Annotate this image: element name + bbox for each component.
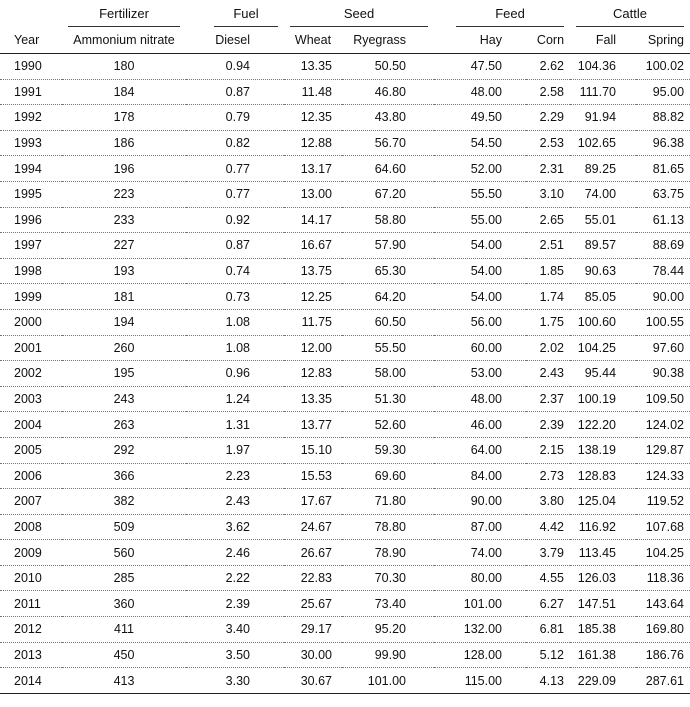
group-fertilizer: Fertilizer <box>62 0 186 30</box>
cell-corn: 6.81 <box>526 617 570 643</box>
cell-corn: 2.65 <box>526 207 570 233</box>
cell-year: 1999 <box>0 284 62 310</box>
cell-ammonium-nitrate: 413 <box>62 668 186 694</box>
cell-fall: 85.05 <box>570 284 636 310</box>
cell-corn: 1.74 <box>526 284 570 310</box>
cell-spring: 186.76 <box>636 642 690 668</box>
cell-spring: 88.82 <box>636 105 690 131</box>
cell-year: 2007 <box>0 489 62 515</box>
cell-wheat: 29.17 <box>284 617 342 643</box>
cell-hay: 132.00 <box>434 617 526 643</box>
cell-fall: 102.65 <box>570 130 636 156</box>
cell-ammonium-nitrate: 178 <box>62 105 186 131</box>
cell-wheat: 13.00 <box>284 181 342 207</box>
cell-ammonium-nitrate: 260 <box>62 335 186 361</box>
cell-spring: 61.13 <box>636 207 690 233</box>
table-row <box>0 668 690 694</box>
cell-corn: 2.15 <box>526 437 570 463</box>
cell-corn: 2.37 <box>526 386 570 412</box>
cell-ryegrass: 95.20 <box>342 617 434 643</box>
cell-ammonium-nitrate: 360 <box>62 591 186 617</box>
cell-diesel: 0.79 <box>186 105 284 131</box>
cell-fall: 74.00 <box>570 181 636 207</box>
table-row <box>0 642 690 668</box>
cell-year: 1995 <box>0 181 62 207</box>
cell-ammonium-nitrate: 292 <box>62 437 186 463</box>
cell-diesel: 2.23 <box>186 463 284 489</box>
cell-year: 2005 <box>0 437 62 463</box>
table-row <box>0 412 690 438</box>
col-year: Year <box>0 30 62 54</box>
cell-wheat: 13.35 <box>284 386 342 412</box>
cell-year: 2009 <box>0 540 62 566</box>
table-row <box>0 489 690 515</box>
table-row <box>0 233 690 259</box>
cell-hay: 54.00 <box>434 233 526 259</box>
cell-diesel: 3.50 <box>186 642 284 668</box>
col-spring: Spring <box>636 30 690 54</box>
cell-corn: 3.79 <box>526 540 570 566</box>
cell-hay: 60.00 <box>434 335 526 361</box>
cell-year: 2011 <box>0 591 62 617</box>
cell-corn: 1.85 <box>526 258 570 284</box>
cell-hay: 48.00 <box>434 79 526 105</box>
cell-diesel: 0.96 <box>186 361 284 387</box>
cell-corn: 3.80 <box>526 489 570 515</box>
cell-corn: 2.29 <box>526 105 570 131</box>
cell-fall: 104.25 <box>570 335 636 361</box>
table-row <box>0 591 690 617</box>
table-row <box>0 258 690 284</box>
table-row <box>0 361 690 387</box>
cell-ryegrass: 101.00 <box>342 668 434 694</box>
cell-hay: 49.50 <box>434 105 526 131</box>
cell-ryegrass: 55.50 <box>342 335 434 361</box>
table-row <box>0 335 690 361</box>
cell-ammonium-nitrate: 450 <box>62 642 186 668</box>
cell-corn: 2.43 <box>526 361 570 387</box>
cell-year: 1990 <box>0 54 62 80</box>
cell-diesel: 1.31 <box>186 412 284 438</box>
cell-ryegrass: 60.50 <box>342 309 434 335</box>
cell-hay: 48.00 <box>434 386 526 412</box>
cell-fall: 90.63 <box>570 258 636 284</box>
cell-spring: 81.65 <box>636 156 690 182</box>
cell-spring: 63.75 <box>636 181 690 207</box>
cell-hay: 54.00 <box>434 258 526 284</box>
cell-fall: 138.19 <box>570 437 636 463</box>
cell-hay: 84.00 <box>434 463 526 489</box>
table-row <box>0 514 690 540</box>
cell-fall: 116.92 <box>570 514 636 540</box>
cell-wheat: 12.25 <box>284 284 342 310</box>
cell-fall: 126.03 <box>570 565 636 591</box>
cell-fall: 229.09 <box>570 668 636 694</box>
cell-spring: 109.50 <box>636 386 690 412</box>
cell-fall: 161.38 <box>570 642 636 668</box>
table-row <box>0 463 690 489</box>
cell-ryegrass: 58.80 <box>342 207 434 233</box>
cell-ammonium-nitrate: 382 <box>62 489 186 515</box>
cell-ammonium-nitrate: 196 <box>62 156 186 182</box>
cell-hay: 53.00 <box>434 361 526 387</box>
cell-diesel: 1.08 <box>186 309 284 335</box>
cell-spring: 100.02 <box>636 54 690 80</box>
cell-spring: 90.00 <box>636 284 690 310</box>
cell-ryegrass: 78.80 <box>342 514 434 540</box>
cell-wheat: 11.75 <box>284 309 342 335</box>
cell-spring: 96.38 <box>636 130 690 156</box>
cell-fall: 89.57 <box>570 233 636 259</box>
table-body <box>0 54 690 694</box>
cell-wheat: 15.53 <box>284 463 342 489</box>
cell-spring: 107.68 <box>636 514 690 540</box>
col-diesel: Diesel <box>186 30 284 54</box>
cell-fall: 185.38 <box>570 617 636 643</box>
cell-spring: 143.64 <box>636 591 690 617</box>
cell-corn: 5.12 <box>526 642 570 668</box>
cell-hay: 90.00 <box>434 489 526 515</box>
cell-ammonium-nitrate: 243 <box>62 386 186 412</box>
cell-ammonium-nitrate: 285 <box>62 565 186 591</box>
cell-ryegrass: 52.60 <box>342 412 434 438</box>
table-row <box>0 79 690 105</box>
cell-ryegrass: 67.20 <box>342 181 434 207</box>
cell-corn: 2.62 <box>526 54 570 80</box>
cell-diesel: 1.24 <box>186 386 284 412</box>
cell-wheat: 13.75 <box>284 258 342 284</box>
cell-ammonium-nitrate: 194 <box>62 309 186 335</box>
cell-ryegrass: 51.30 <box>342 386 434 412</box>
cell-spring: 169.80 <box>636 617 690 643</box>
cell-hay: 74.00 <box>434 540 526 566</box>
cell-ryegrass: 56.70 <box>342 130 434 156</box>
cell-year: 2004 <box>0 412 62 438</box>
cell-wheat: 24.67 <box>284 514 342 540</box>
cell-corn: 2.73 <box>526 463 570 489</box>
cell-fall: 104.36 <box>570 54 636 80</box>
table-row <box>0 156 690 182</box>
cell-fall: 100.19 <box>570 386 636 412</box>
cell-ryegrass: 43.80 <box>342 105 434 131</box>
cell-hay: 52.00 <box>434 156 526 182</box>
cell-ryegrass: 65.30 <box>342 258 434 284</box>
cell-year: 2006 <box>0 463 62 489</box>
cell-corn: 2.58 <box>526 79 570 105</box>
cell-diesel: 0.77 <box>186 181 284 207</box>
cell-ammonium-nitrate: 366 <box>62 463 186 489</box>
cell-year: 1997 <box>0 233 62 259</box>
cell-wheat: 12.83 <box>284 361 342 387</box>
col-hay: Hay <box>434 30 526 54</box>
cell-diesel: 3.62 <box>186 514 284 540</box>
cell-fall: 113.45 <box>570 540 636 566</box>
col-wheat: Wheat <box>284 30 342 54</box>
cell-ryegrass: 59.30 <box>342 437 434 463</box>
table-row <box>0 617 690 643</box>
cell-hay: 46.00 <box>434 412 526 438</box>
cell-spring: 104.25 <box>636 540 690 566</box>
cell-spring: 88.69 <box>636 233 690 259</box>
cell-hay: 54.50 <box>434 130 526 156</box>
cell-wheat: 30.67 <box>284 668 342 694</box>
cell-fall: 95.44 <box>570 361 636 387</box>
cell-spring: 124.33 <box>636 463 690 489</box>
cell-ryegrass: 71.80 <box>342 489 434 515</box>
cell-ammonium-nitrate: 509 <box>62 514 186 540</box>
cell-diesel: 1.97 <box>186 437 284 463</box>
cell-corn: 6.27 <box>526 591 570 617</box>
cell-ryegrass: 50.50 <box>342 54 434 80</box>
cell-wheat: 12.00 <box>284 335 342 361</box>
cell-ammonium-nitrate: 180 <box>62 54 186 80</box>
cell-fall: 111.70 <box>570 79 636 105</box>
cell-corn: 4.42 <box>526 514 570 540</box>
cell-year: 2002 <box>0 361 62 387</box>
cell-wheat: 22.83 <box>284 565 342 591</box>
cell-spring: 78.44 <box>636 258 690 284</box>
cell-ammonium-nitrate: 181 <box>62 284 186 310</box>
col-ammonium-nitrate: Ammonium nitrate <box>62 30 186 54</box>
cell-diesel: 0.94 <box>186 54 284 80</box>
cell-hay: 56.00 <box>434 309 526 335</box>
cell-diesel: 2.39 <box>186 591 284 617</box>
table-row <box>0 437 690 463</box>
table-row <box>0 181 690 207</box>
cell-ammonium-nitrate: 223 <box>62 181 186 207</box>
cell-wheat: 13.77 <box>284 412 342 438</box>
cell-year: 2000 <box>0 309 62 335</box>
cell-ammonium-nitrate: 195 <box>62 361 186 387</box>
cell-year: 2012 <box>0 617 62 643</box>
cell-hay: 47.50 <box>434 54 526 80</box>
cell-corn: 2.31 <box>526 156 570 182</box>
col-fall: Fall <box>570 30 636 54</box>
cell-spring: 95.00 <box>636 79 690 105</box>
cell-ammonium-nitrate: 184 <box>62 79 186 105</box>
cell-fall: 125.04 <box>570 489 636 515</box>
cell-wheat: 12.35 <box>284 105 342 131</box>
cell-year: 1992 <box>0 105 62 131</box>
cell-diesel: 0.87 <box>186 79 284 105</box>
table-row <box>0 130 690 156</box>
cell-spring: 100.55 <box>636 309 690 335</box>
cell-spring: 124.02 <box>636 412 690 438</box>
cell-ryegrass: 64.60 <box>342 156 434 182</box>
cell-year: 1993 <box>0 130 62 156</box>
cell-year: 2001 <box>0 335 62 361</box>
cell-wheat: 16.67 <box>284 233 342 259</box>
cell-diesel: 3.40 <box>186 617 284 643</box>
cell-wheat: 15.10 <box>284 437 342 463</box>
cell-ammonium-nitrate: 227 <box>62 233 186 259</box>
table-row <box>0 105 690 131</box>
cell-spring: 90.38 <box>636 361 690 387</box>
cell-year: 1991 <box>0 79 62 105</box>
cell-diesel: 2.43 <box>186 489 284 515</box>
cell-hay: 80.00 <box>434 565 526 591</box>
cell-ammonium-nitrate: 186 <box>62 130 186 156</box>
cell-hay: 54.00 <box>434 284 526 310</box>
cell-ammonium-nitrate: 233 <box>62 207 186 233</box>
cell-ryegrass: 57.90 <box>342 233 434 259</box>
group-cattle: Cattle <box>570 0 690 30</box>
cell-ryegrass: 69.60 <box>342 463 434 489</box>
cell-hay: 55.00 <box>434 207 526 233</box>
cell-diesel: 2.22 <box>186 565 284 591</box>
cell-year: 2008 <box>0 514 62 540</box>
cell-year: 2014 <box>0 668 62 694</box>
cell-wheat: 25.67 <box>284 591 342 617</box>
cell-year: 1998 <box>0 258 62 284</box>
cell-fall: 100.60 <box>570 309 636 335</box>
cell-wheat: 13.17 <box>284 156 342 182</box>
cell-diesel: 0.77 <box>186 156 284 182</box>
table-row <box>0 386 690 412</box>
cell-year: 1994 <box>0 156 62 182</box>
cell-ammonium-nitrate: 263 <box>62 412 186 438</box>
cell-year: 1996 <box>0 207 62 233</box>
cell-corn: 2.53 <box>526 130 570 156</box>
table-row <box>0 565 690 591</box>
cell-ammonium-nitrate: 193 <box>62 258 186 284</box>
cell-diesel: 2.46 <box>186 540 284 566</box>
cell-spring: 119.52 <box>636 489 690 515</box>
cell-wheat: 17.67 <box>284 489 342 515</box>
cell-hay: 115.00 <box>434 668 526 694</box>
cell-ryegrass: 78.90 <box>342 540 434 566</box>
cell-wheat: 13.35 <box>284 54 342 80</box>
cell-hay: 101.00 <box>434 591 526 617</box>
cell-corn: 2.39 <box>526 412 570 438</box>
col-corn: Corn <box>526 30 570 54</box>
cell-hay: 128.00 <box>434 642 526 668</box>
cell-diesel: 3.30 <box>186 668 284 694</box>
group-seed: Seed <box>284 0 434 30</box>
cell-ammonium-nitrate: 560 <box>62 540 186 566</box>
cell-diesel: 0.73 <box>186 284 284 310</box>
cell-corn: 1.75 <box>526 309 570 335</box>
cell-fall: 147.51 <box>570 591 636 617</box>
cell-wheat: 11.48 <box>284 79 342 105</box>
cell-corn: 3.10 <box>526 181 570 207</box>
cell-ryegrass: 58.00 <box>342 361 434 387</box>
cell-corn: 4.13 <box>526 668 570 694</box>
cell-spring: 287.61 <box>636 668 690 694</box>
group-header-row <box>0 0 690 30</box>
cell-ryegrass: 46.80 <box>342 79 434 105</box>
cell-diesel: 0.74 <box>186 258 284 284</box>
column-header-row <box>0 30 690 54</box>
cell-fall: 122.20 <box>570 412 636 438</box>
cell-fall: 128.83 <box>570 463 636 489</box>
cell-spring: 129.87 <box>636 437 690 463</box>
cell-ryegrass: 70.30 <box>342 565 434 591</box>
cell-year: 2010 <box>0 565 62 591</box>
cell-diesel: 1.08 <box>186 335 284 361</box>
cell-ryegrass: 64.20 <box>342 284 434 310</box>
cell-spring: 118.36 <box>636 565 690 591</box>
table-row <box>0 207 690 233</box>
group-feed: Feed <box>434 0 570 30</box>
cell-fall: 91.94 <box>570 105 636 131</box>
cell-corn: 2.51 <box>526 233 570 259</box>
cell-wheat: 12.88 <box>284 130 342 156</box>
cell-ryegrass: 99.90 <box>342 642 434 668</box>
cell-wheat: 26.67 <box>284 540 342 566</box>
cell-diesel: 0.92 <box>186 207 284 233</box>
cell-fall: 55.01 <box>570 207 636 233</box>
table-row <box>0 309 690 335</box>
table-row <box>0 540 690 566</box>
cell-wheat: 14.17 <box>284 207 342 233</box>
group-fuel: Fuel <box>186 0 284 30</box>
cell-fall: 89.25 <box>570 156 636 182</box>
cell-ryegrass: 73.40 <box>342 591 434 617</box>
cell-corn: 4.55 <box>526 565 570 591</box>
cell-ammonium-nitrate: 411 <box>62 617 186 643</box>
cell-diesel: 0.87 <box>186 233 284 259</box>
cell-corn: 2.02 <box>526 335 570 361</box>
cell-wheat: 30.00 <box>284 642 342 668</box>
col-ryegrass: Ryegrass <box>342 30 434 54</box>
cell-diesel: 0.82 <box>186 130 284 156</box>
cell-hay: 55.50 <box>434 181 526 207</box>
cell-hay: 64.00 <box>434 437 526 463</box>
table-row <box>0 54 690 80</box>
cell-year: 2013 <box>0 642 62 668</box>
cell-spring: 97.60 <box>636 335 690 361</box>
cell-year: 2003 <box>0 386 62 412</box>
cell-hay: 87.00 <box>434 514 526 540</box>
table-row <box>0 284 690 310</box>
